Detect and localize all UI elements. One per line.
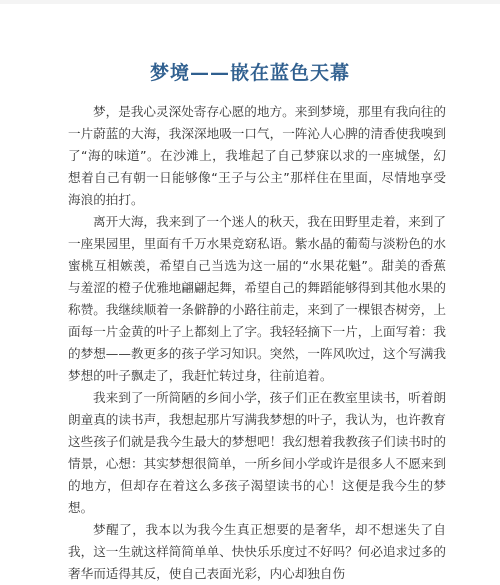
top-strip xyxy=(0,0,500,4)
article-paragraph: 我来到了一所简陋的乡间小学，孩子们正在教室里读书，听着朗朗童真的读书声，我想起那片写满我梦想的叶子，我认为，也许教育这些孩子们就是我今生最大的梦想吧！我幻想着我教孩子们读书时的情景，心想：其实梦想很简单，一所乡间小学或许是很多人不愿来到的地方，但却存在着这么多孩子渴望读书的心！这便是我今生的梦想。 xyxy=(68,390,446,515)
article-paragraph: 梦醒了，我本以为我今生真正想要的是奢华，却不想迷失了自我，这一生就这样简简单单、快快乐乐度过不好吗？何必追求过多的奢华而适得其反，使自己表面光彩，内心却独自伤 xyxy=(68,522,446,581)
article-body xyxy=(68,101,446,585)
article-title: 梦境——嵌在蓝色天幕 xyxy=(149,62,350,84)
article-paragraph: 离开大海，我来到了一个迷人的秋天，我在田野里走着，来到了一座果园里，里面有千万水果竞窈私语。紫水晶的葡萄与淡粉色的水蜜桃互相嫉羡，希望自己当选为这一届的“水果花魁”。甜美的香蕉与羞涩的橙子优雅地翩翩起舞，希望自己的舞蹈能够得到其他水果的称赞。我继续顺着一条僻静的小路往前走，来到了一棵银杏树旁，上面每一片金黄的叶子上都刻上了字。我轻轻摘下一片，上面写着：我的梦想——教更多的孩子学习知识。突然，一阵风吹过，这个写满我梦想的叶子飘走了，我赶忙转过身，往前追着。 xyxy=(68,214,446,383)
article-paragraph: 梦，是我心灵深处寄存心愿的地方。来到梦境，那里有我向往的一片蔚蓝的大海，我深深地吸一口气，一阵沁人心脾的清香使我嗅到了“海的味道”。在沙滩上，我堆起了自己梦寐以求的一座城堡，幻想着自己有朝一日能够像“王子与公主”那样住在里面，尽情地享受海浪的拍打。 xyxy=(68,104,446,207)
